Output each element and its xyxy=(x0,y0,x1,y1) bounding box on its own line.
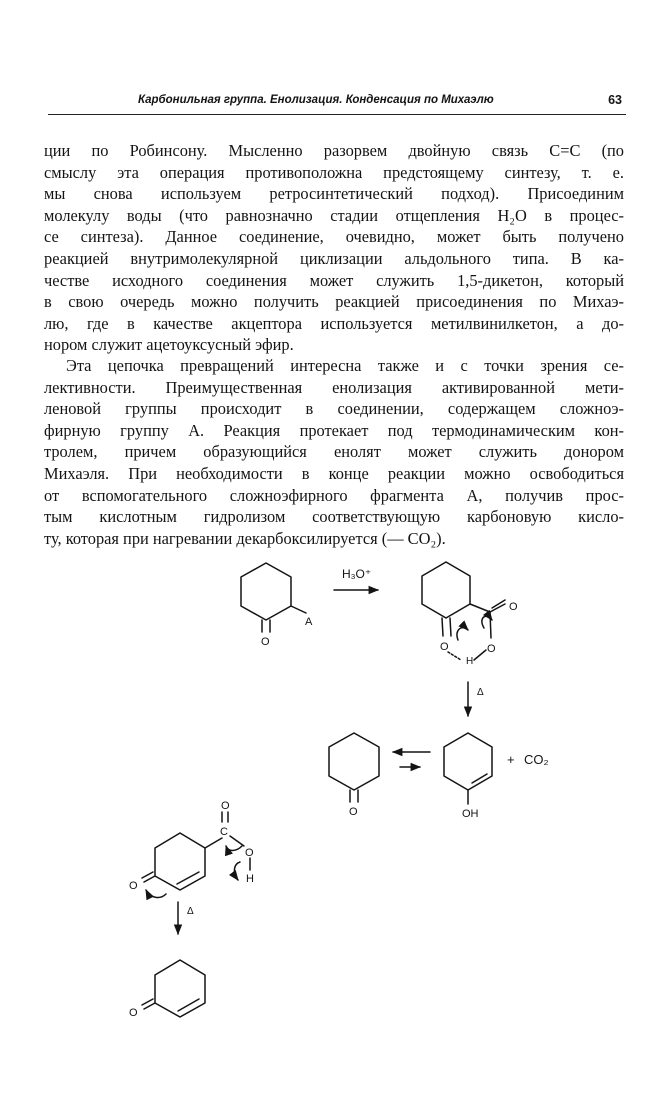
oxygen-label: O xyxy=(487,643,496,655)
heat-label: Δ xyxy=(187,906,194,917)
page-number: 63 xyxy=(608,93,622,107)
oxygen-label: O xyxy=(349,806,358,818)
enol xyxy=(444,733,492,820)
text-line: лективности. Преимущественная енолизация активированной мети- xyxy=(44,377,624,397)
cyclohexenone xyxy=(129,960,205,1019)
oxygen-label: O xyxy=(440,641,449,653)
text-line: молекулу воды (что равнозначно стадии отщепления H₂O в процес- xyxy=(44,205,624,225)
heat-arrow-2 xyxy=(178,902,194,934)
group-a-label: A xyxy=(305,616,313,628)
text-line: леновой группы происходит в соединении, содержащем сложноэ- xyxy=(44,399,624,419)
oxygen-label: O xyxy=(129,1007,138,1019)
text-line: се синтеза). Данное соединение, очевидно, может быть получено xyxy=(44,227,624,247)
heat-arrow-1 xyxy=(468,682,484,716)
text-line: тролем, причем образующийся енолят может служить донором xyxy=(44,442,624,462)
oxygen-label: O xyxy=(245,847,254,859)
oxygen-label: O xyxy=(261,636,270,648)
hydrogen-label: H xyxy=(466,656,474,667)
keto-acid xyxy=(422,562,518,667)
text-line: ции по Робинсону. Мысленно разорвем двойную связь C=C (по xyxy=(44,141,624,160)
text-line: тым кислотным гидролизом соответствующую карбоновую кисло- xyxy=(44,507,624,527)
hydrogen-label: H xyxy=(246,873,254,885)
equilibrium-arrows xyxy=(393,752,430,767)
plus-sign: + xyxy=(507,752,515,767)
oxygen-label: O xyxy=(509,601,518,613)
text-line: нором служит ацетоуксусный эфир. xyxy=(44,335,294,355)
text-line: смыслу эта операция противоположна предстоящему синтезу, т. е. xyxy=(44,162,624,182)
reagent-label: H₃O⁺ xyxy=(342,567,372,581)
carbon-label: C xyxy=(220,826,228,838)
text-line: от вспомогательного сложноэфирного фрагмента A, получив прос- xyxy=(44,485,624,505)
hydrolysis-arrow xyxy=(334,567,378,590)
running-title: Карбонильная группа. Енолизация. Конденсация по Михаэлю xyxy=(138,94,494,106)
text-line: лю, где в качестве акцептора используется метилвинилкетон, а до- xyxy=(44,313,624,333)
co2-label: CO₂ xyxy=(524,752,549,767)
text-line: Эта цепочка превращений интересна также и с точки зрения се- xyxy=(66,356,624,375)
text-line: фирную группу A. Реакция протекает под термодинамическим кон- xyxy=(44,420,624,440)
oxygen-label: O xyxy=(221,800,230,812)
cyclohexanone-ester xyxy=(241,563,313,648)
text-line: мы снова используем ретросинтетический подход). Присоединим xyxy=(44,184,624,204)
text-line: реакцией внутримолекулярной циклизации альдольного типа. В ка- xyxy=(44,248,624,268)
oxygen-label: O xyxy=(129,880,138,892)
enone-acid xyxy=(129,800,254,897)
text-line: честве исходного соединения может служить 1,5-дикетон, который xyxy=(44,270,624,290)
hydroxyl-label: OH xyxy=(462,808,479,820)
heat-label: Δ xyxy=(477,687,484,698)
cyclohexanone xyxy=(329,733,379,818)
text-line: в свою очередь можно получить реакцией присоединения по Михаэ- xyxy=(44,292,624,312)
text-line: Михаэля. При необходимости в конце реакции можно освободиться xyxy=(44,463,624,483)
text-line: ту, которая при нагревании декарбоксилируется (— CO₂). xyxy=(44,528,446,548)
